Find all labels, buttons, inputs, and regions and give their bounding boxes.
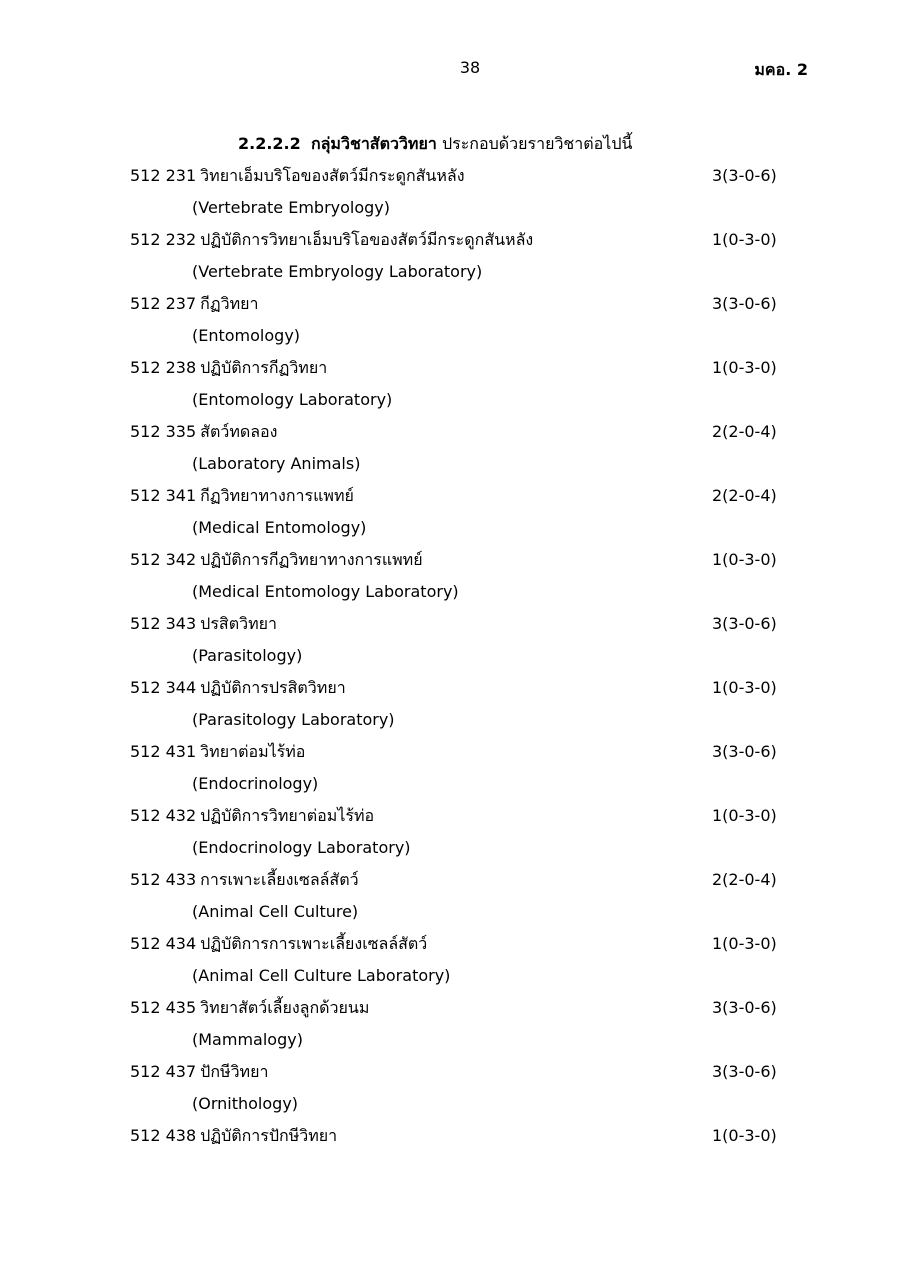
course-item [130,352,810,416]
course-row [130,416,810,448]
course-name-thai: ปฏิบัติการวิทยาเอ็มบริโอของสัตว์มีกระดูกสันหลัง [200,230,534,249]
course-item [130,928,810,992]
course-credits: 2(2-0-4) [712,486,777,505]
course-name-english: (Laboratory Animals) [192,454,361,473]
course-code: 512 237 [130,294,197,313]
course-name-thai: ปักษีวิทยา [200,1062,269,1081]
course-item [130,864,810,928]
course-code: 512 341 [130,486,197,505]
course-name-english: (Medical Entomology) [192,518,367,537]
course-name-thai: ปฏิบัติการกีฏวิทยาทางการแพทย์ [200,550,423,569]
course-code: 512 434 [130,934,197,953]
course-code: 512 435 [130,998,197,1017]
course-name-english: (Animal Cell Culture) [192,902,359,921]
course-row [130,1056,810,1088]
course-credits: 1(0-3-0) [712,806,777,825]
course-item [130,288,810,352]
course-item [130,608,810,672]
course-name-thai: ปรสิตวิทยา [200,614,277,633]
course-credits: 2(2-0-4) [712,422,777,441]
course-row [130,224,810,256]
course-row [130,608,810,640]
course-name-english: (Medical Entomology Laboratory) [192,582,459,601]
course-name-thai: ปฏิบัติการกีฏวิทยา [200,358,328,377]
course-item [130,480,810,544]
section-heading [238,132,632,157]
course-row [130,864,810,896]
course-item [130,736,810,800]
course-name-english: (Ornithology) [192,1094,299,1113]
course-name-thai: กีฏวิทยา [200,294,259,313]
course-name-english: (Entomology Laboratory) [192,390,393,409]
course-row [130,160,810,192]
course-name-thai: ปฏิบัติการปักษีวิทยา [200,1126,338,1145]
course-code: 512 238 [130,358,197,377]
course-name-english: (Entomology) [192,326,301,345]
section-number: 2.2.2.2 [238,134,301,153]
course-name-english: (Animal Cell Culture Laboratory) [192,966,451,985]
course-credits: 3(3-0-6) [712,1062,777,1081]
course-item [130,800,810,864]
course-list [130,160,810,1152]
course-credits: 3(3-0-6) [712,998,777,1017]
course-code: 512 433 [130,870,197,889]
course-name-thai: ปฏิบัติการวิทยาต่อมไร้ท่อ [200,806,375,825]
course-item [130,224,810,288]
course-code: 512 438 [130,1126,197,1145]
course-name-thai: กีฏวิทยาทางการแพทย์ [200,486,354,505]
course-name-english: (Parasitology Laboratory) [192,710,395,729]
course-credits: 3(3-0-6) [712,742,777,761]
course-item [130,672,810,736]
course-row [130,736,810,768]
course-row [130,1120,810,1152]
course-item [130,992,810,1056]
course-item [130,1056,810,1120]
course-name-thai: ปฏิบัติการปรสิตวิทยา [200,678,346,697]
course-code: 512 431 [130,742,197,761]
course-credits: 1(0-3-0) [712,678,777,697]
course-credits: 1(0-3-0) [712,1126,777,1145]
course-credits: 3(3-0-6) [712,166,777,185]
course-name-thai: วิทยาต่อมไร้ท่อ [200,742,306,761]
course-code: 512 437 [130,1062,197,1081]
course-name-english: (Mammalogy) [192,1030,303,1049]
course-row [130,352,810,384]
page-number: 38 [459,58,481,77]
course-code: 512 232 [130,230,197,249]
course-credits: 1(0-3-0) [712,230,777,249]
course-code: 512 231 [130,166,197,185]
course-row [130,800,810,832]
course-name-thai: ปฏิบัติการการเพาะเลี้ยงเซลล์สัตว์ [200,934,428,953]
course-name-english: (Vertebrate Embryology Laboratory) [192,262,483,281]
course-code: 512 343 [130,614,197,633]
course-item [130,416,810,480]
course-credits: 3(3-0-6) [712,294,777,313]
course-name-thai: สัตว์ทดลอง [200,422,278,441]
course-name-english: (Endocrinology Laboratory) [192,838,411,857]
course-credits: 3(3-0-6) [712,614,777,633]
course-item [130,1120,810,1152]
course-row [130,992,810,1024]
section-description: ประกอบด้วยรายวิชาต่อไปนี้ [441,134,633,153]
course-code: 512 432 [130,806,197,825]
course-item [130,160,810,224]
document-code: มคอ. 2 [754,60,808,79]
course-name-english: (Endocrinology) [192,774,319,793]
course-code: 512 342 [130,550,197,569]
course-row [130,672,810,704]
course-credits: 2(2-0-4) [712,870,777,889]
course-row [130,480,810,512]
course-credits: 1(0-3-0) [712,358,777,377]
course-name-thai: การเพาะเลี้ยงเซลล์สัตว์ [200,870,359,889]
course-code: 512 344 [130,678,197,697]
course-name-thai: วิทยาเอ็มบริโอของสัตว์มีกระดูกสันหลัง [200,166,465,185]
section-group-name: กลุ่มวิชาสัตววิทยา [310,134,437,153]
course-code: 512 335 [130,422,197,441]
course-row [130,288,810,320]
course-name-english: (Parasitology) [192,646,303,665]
course-row [130,544,810,576]
course-name-thai: วิทยาสัตว์เลี้ยงลูกด้วยนม [200,998,370,1017]
course-credits: 1(0-3-0) [712,550,777,569]
course-name-english: (Vertebrate Embryology) [192,198,391,217]
course-credits: 1(0-3-0) [712,934,777,953]
course-row [130,928,810,960]
course-item [130,544,810,608]
